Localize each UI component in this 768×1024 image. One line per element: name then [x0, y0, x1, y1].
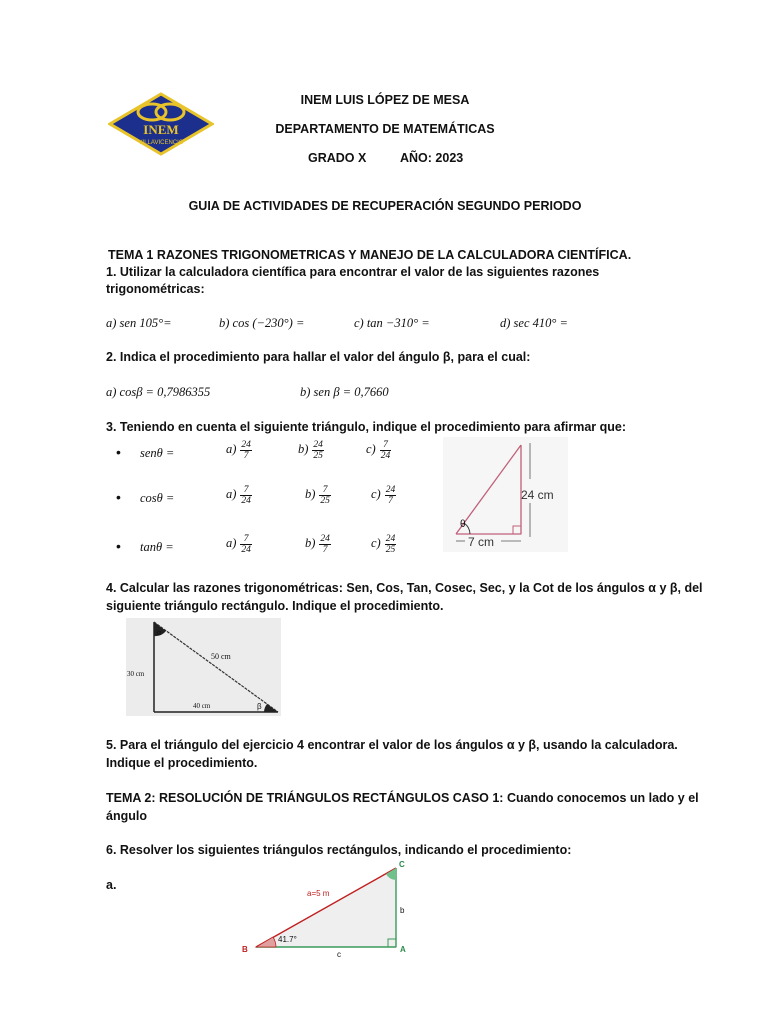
fraction-denominator: 7 [388, 496, 393, 506]
q1-line2: trigonométricas: [106, 282, 205, 296]
fraction-denominator: 25 [313, 451, 323, 461]
grade: GRADO X [308, 151, 367, 165]
q3-option-fraction [312, 440, 324, 461]
q2-text: 2. Indica el procedimiento para hallar el valor del ángulo β, para el cual: [106, 350, 531, 364]
tri2-alpha: α [157, 630, 162, 637]
q3-option [298, 440, 324, 461]
tema2-title-line2: ángulo [106, 809, 147, 823]
fraction-denominator: 25 [385, 545, 396, 555]
q3-option-label: b) [305, 536, 316, 551]
q6a-label: a. [106, 878, 117, 892]
q1-item-b: b) cos (−230°) = [219, 316, 305, 330]
tri3-vertex-a: A [400, 945, 406, 954]
q3-option-label: c) [366, 442, 376, 457]
q5-line1: 5. Para el triángulo del ejercicio 4 encontrar el valor de los ángulos α y β, usando la calculadora. [106, 738, 678, 752]
q3-option-fraction [319, 534, 331, 555]
tri1-height: 24 cm [521, 488, 554, 502]
fraction-numerator: 24 [385, 485, 396, 495]
q3-option-label: c) [371, 487, 381, 502]
q3-option-fraction [240, 440, 252, 461]
q3-option [226, 440, 252, 461]
tri2-beta: β [257, 702, 262, 711]
fraction-numerator: 24 [313, 440, 323, 450]
school-logo [108, 92, 214, 156]
fraction-denominator: 24 [241, 545, 251, 555]
fraction-numerator: 7 [240, 485, 252, 496]
q3-option [305, 534, 331, 555]
q3-function-1: cosθ = [140, 491, 175, 505]
q3-option-label: b) [305, 487, 316, 502]
q3-option [371, 485, 396, 506]
q3-bullet: • [116, 489, 121, 505]
q4-line2: siguiente triángulo rectángulo. Indique el procedimiento. [106, 599, 444, 613]
q3-option-label: c) [371, 536, 381, 551]
q1-item-c: c) tan −310° = [354, 316, 430, 330]
q3-option-label: a) [226, 536, 237, 551]
q3-option [371, 534, 396, 555]
q3-option-fraction [385, 485, 397, 506]
fraction-denominator: 24 [380, 451, 391, 461]
q3-option-label: a) [226, 442, 237, 457]
q3-text: 3. Teniendo en cuenta el siguiente triángulo, indique el procedimiento para afirmar que: [106, 420, 626, 434]
tri2-hyp: 50 cm [211, 652, 231, 661]
tri3-angle: 41.7° [278, 935, 297, 944]
q3-bullet: • [116, 538, 121, 554]
q3-option [305, 485, 331, 506]
fraction-numerator: 7 [240, 534, 252, 545]
tri3-side-b: b [400, 906, 405, 915]
fraction-numerator: 24 [385, 534, 396, 544]
triangle-3-figure [236, 860, 416, 960]
q3-option [226, 534, 252, 555]
fraction-numerator: 7 [380, 440, 392, 451]
department: DEPARTAMENTO DE MATEMÁTICAS [275, 122, 495, 136]
fraction-numerator: 7 [319, 485, 331, 496]
tri3-side-c: c [337, 950, 341, 959]
q3-option-fraction [385, 534, 397, 555]
guide-title: GUIA DE ACTIVIDADES DE RECUPERACIÓN SEGUNDO PERIODO [188, 199, 582, 213]
tri2-base: 40 cm [193, 702, 211, 710]
fraction-numerator: 24 [320, 534, 330, 544]
logo-text: INEM [143, 122, 179, 137]
q2-item-b: b) sen β = 0,7660 [300, 385, 389, 399]
q3-option-fraction [240, 485, 252, 506]
q4-line1: 4. Calcular las razones trigonométricas: Sen, Cos, Tan, Cosec, Sec, y la Cot de los ángulos α y β, del [106, 581, 703, 595]
fraction-denominator: 25 [320, 496, 330, 506]
q3-bullet: • [116, 444, 121, 460]
tri1-angle: θ [460, 519, 466, 530]
q3-option-label: b) [298, 442, 309, 457]
q5-line2: Indique el procedimiento. [106, 756, 258, 770]
fraction-denominator: 7 [322, 545, 328, 555]
q3-option-fraction [380, 440, 392, 461]
logo-subtext: VILLAVICENCIO [138, 140, 184, 146]
q1-line1: 1. Utilizar la calculadora científica para encontrar el valor de las siguientes razones [106, 265, 600, 279]
year: AÑO: 2023 [400, 151, 464, 165]
fraction-numerator: 24 [241, 440, 251, 450]
tri3-vertex-c: C [399, 860, 405, 869]
q3-option [366, 440, 391, 461]
tema1-title: TEMA 1 RAZONES TRIGONOMETRICAS Y MANEJO DE LA CALCULADORA CIENTÍFICA. [108, 248, 632, 262]
tri1-base: 7 cm [468, 535, 495, 549]
q3-function-0: senθ = [140, 446, 175, 460]
q2-item-a: a) cosβ = 0,7986355 [106, 385, 211, 399]
q6-text: 6. Resolver los siguientes triángulos rectángulos, indicando el procedimiento: [106, 843, 572, 857]
q3-function-2: tanθ = [140, 540, 174, 554]
q3-option-fraction [319, 485, 331, 506]
q3-option [226, 485, 252, 506]
q3-option-label: a) [226, 487, 237, 502]
tri3-hyp: a=5 m [307, 889, 330, 898]
tri2-leg: 30 cm [127, 670, 145, 678]
q1-item-a: a) sen 105°= [106, 316, 172, 330]
q3-option-fraction [240, 534, 252, 555]
q1-item-d: d) sec 410° = [500, 316, 568, 330]
fraction-denominator: 24 [241, 496, 251, 506]
tema2-title-line1: TEMA 2: RESOLUCIÓN DE TRIÁNGULOS RECTÁNGULOS CASO 1: Cuando conocemos un lado y el [106, 791, 699, 805]
fraction-denominator: 7 [243, 451, 249, 461]
tri3-vertex-b: B [242, 945, 248, 954]
school-name: INEM LUIS LÓPEZ DE MESA [300, 93, 470, 107]
